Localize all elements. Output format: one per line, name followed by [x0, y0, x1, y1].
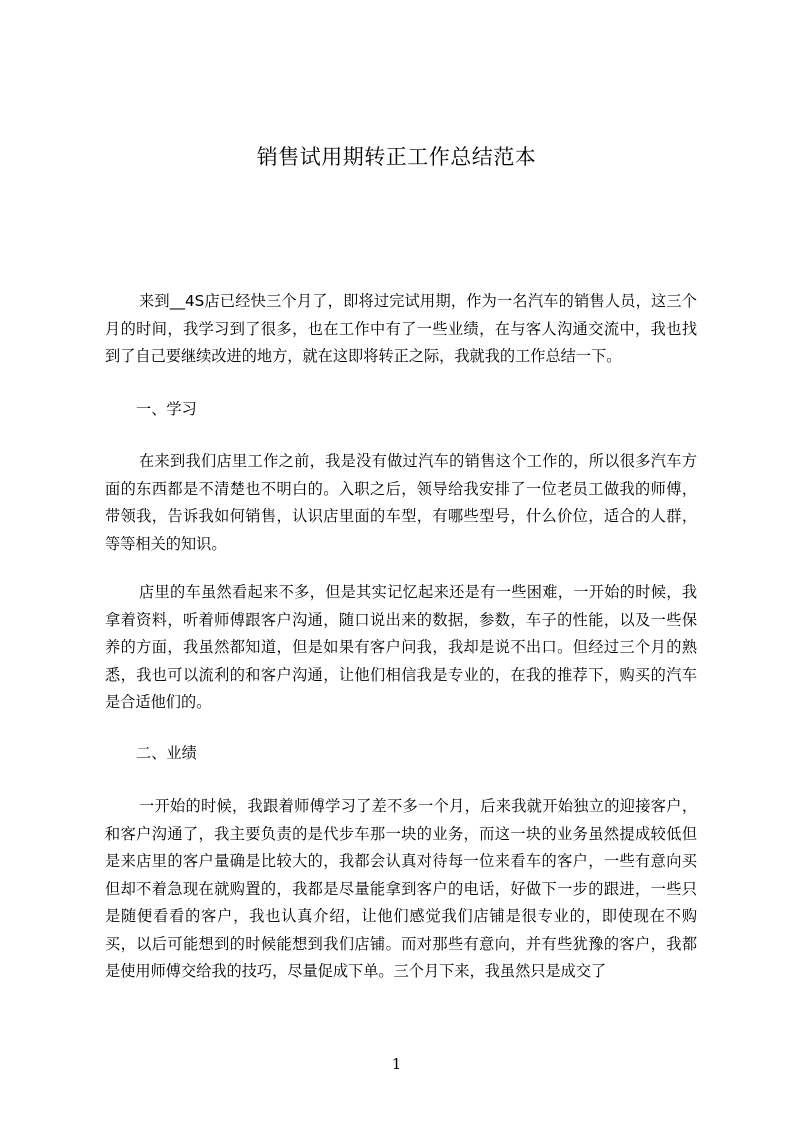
page-number: 1	[391, 1055, 402, 1073]
performance-paragraph-1: 一开始的时候，我跟着师傅学习了差不多一个月，后来我就开始独立的迎接客户，和客户沟通了，我主要负责的是代步车那一块的业务，而这一块的业务虽然提成较低但是来店里的客户量确是比较大的，我都会认真对待每一位来看车的客户，一些有意向买但却不着急现在就购置的，我都是尽量能拿到客户的电话，好做下一步的跟进，一些只是随便看看的客户，我也认真介绍，让他们感觉我们店铺是很专业的，即使现在不购买，以后可能想到的时候能想到我们店铺。而对那些有意向，并有些犹豫的客户，我都是使用师傅交给我的技巧，尽量促成下单。三个月下来，我虽然只是成交了	[105, 797, 697, 980]
document-title: 销售试用期转正工作总结范本	[256, 145, 537, 169]
intro-paragraph: 来到__4S店已经快三个月了，即将过完试用期，作为一名汽车的销售人员，这三个月的时间，我学习到了很多，也在工作中有了一些业绩，在与客人沟通交流中，我也找到了自己要继续改进的地方，就在这即将转正之际，我就我的工作总结一下。	[105, 292, 697, 365]
study-paragraph-2: 店里的车虽然看起来不多，但是其实记忆起来还是有一些困难，一开始的时候，我拿着资料，听着师傅跟客户沟通，随口说出来的数据，参数，车子的性能，以及一些保养的方面，我虽然都知道，但是如果有客户问我，我却是说不出口。但经过三个月的熟悉，我也可以流利的和客户沟通，让他们相信我是专业的，在我的推荐下，购买的汽车是合适他们的。	[105, 583, 697, 711]
section-heading-study: 一、学习	[136, 400, 197, 418]
study-paragraph-1: 在来到我们店里工作之前，我是没有做过汽车的销售这个工作的，所以很多汽车方面的东西都是不清楚也不明白的。入职之后，领导给我安排了一位老员工做我的师傅，带领我，告诉我如何销售，认识店里面的车型，有哪些型号，什么价位，适合的人群，等等相关的知识。	[105, 452, 697, 553]
section-heading-performance: 二、业绩	[136, 744, 197, 762]
